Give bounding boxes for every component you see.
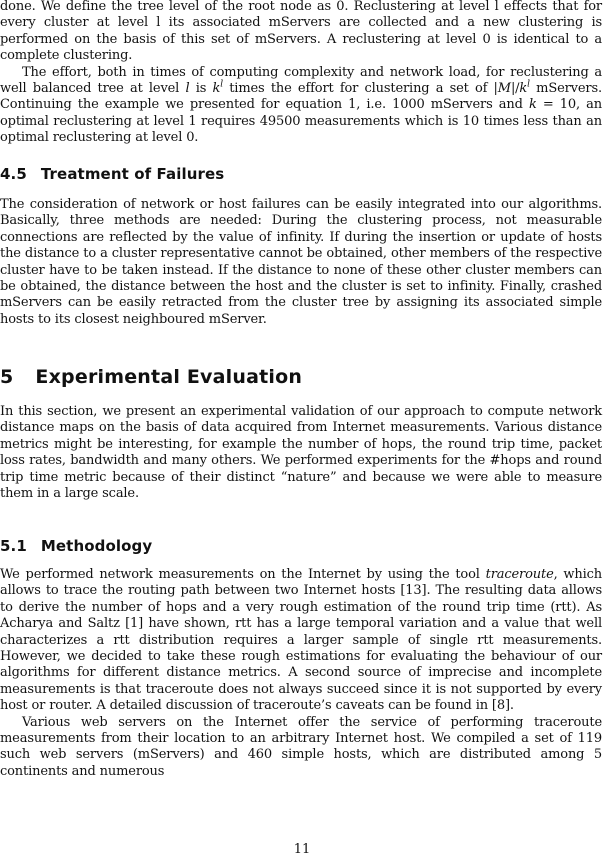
- paragraph-failures: The consideration of network or host failures can be easily integrated into our algorithms. Basically, three methods are needed: During the clustering process, not measurable connections are reflected by the value of infinity. If during the insertion or update of hosts the distance to a cluster representative cannot be obtained, other members of the respective cluster have to be taken instead. If the distance to none of these other cluster members can be obtained, the distance between the host and the cluster is set to infinity. Finally, crashed mServers can be easily retracted from the cluster tree by assigning its associated simple hosts to its closest neighboured mServer.: [0, 197, 602, 327]
- paragraph-effort: The effort, both in times of computing complexity and network load, for reclustering a well balanced tree at level l is $k^l$ times the effort for clustering a set of $|M|/k^l$ mServers. Continuing the example we presented for equation 1, i.e. 1000 mServers and k = 10, an optimal reclustering at level 1 requires 49500 measurements which is 10 times less than an optimal reclustering at level 0.: [0, 64, 602, 146]
- section-heading-5: 5 Experimental Evaluation: [0, 366, 303, 388]
- section-heading-4-5: 4.5 Treatment of Failures: [0, 165, 225, 183]
- section-5-body: [0, 404, 602, 502]
- section-heading-5-1: 5.1 Methodology: [0, 537, 153, 555]
- page-number: 11: [293, 842, 311, 857]
- paragraph-methodology: We performed network measurements on the Internet by using the tool traceroute, which allows to trace the routing path between two Internet hosts [13]. The resulting data allows to derive the number of hops and a very rough estimation of the round trip time (rtt). As Acharya and Saltz [1] have shown, rtt has a large temporal variation and a value that well characterizes a rtt distribution requires a larger sample of single rtt measurements. However, we decided to take these rough estimations for evaluating the behaviour of our algorithms for different distance metrics. A second source of imprecise and incomplete measurements is that traceroute does not always succeed since it is not supported by every host or router. A detailed discussion of traceroute’s caveats can be found in [8].: [0, 567, 602, 714]
- section-4-5-body: [0, 197, 602, 328]
- paragraph-reclustering: done. We define the tree level of the root node as 0. Reclustering at level l effects that for every cluster at level l its associated mServers are collected and a new clustering is performed on the basis of this set of mServers. A reclustering at level 0 is identical to a complete clustering.: [0, 0, 602, 64]
- paragraph-web-servers: Various web servers on the Internet offer the service of performing traceroute measurements from their location to an arbitrary Internet host. We compiled a set of 119 such web servers (mServers) and 460 simple hosts, which are distributed among 5 continents and numerous: [0, 714, 602, 779]
- section-5-1-body: [0, 567, 602, 780]
- paragraph-experimental-intro: In this section, we present an experimental validation of our approach to compute network distance maps on the basis of data acquired from Internet measurements. Various distance metrics might be interesting, for example the number of hops, the round trip time, packet loss rates, bandwidth and many others. We performed experiments for the #hops and round trip time metric because of their distinct “nature” and because we were able to measure them in a large scale.: [0, 404, 602, 502]
- top-block: [0, 0, 602, 147]
